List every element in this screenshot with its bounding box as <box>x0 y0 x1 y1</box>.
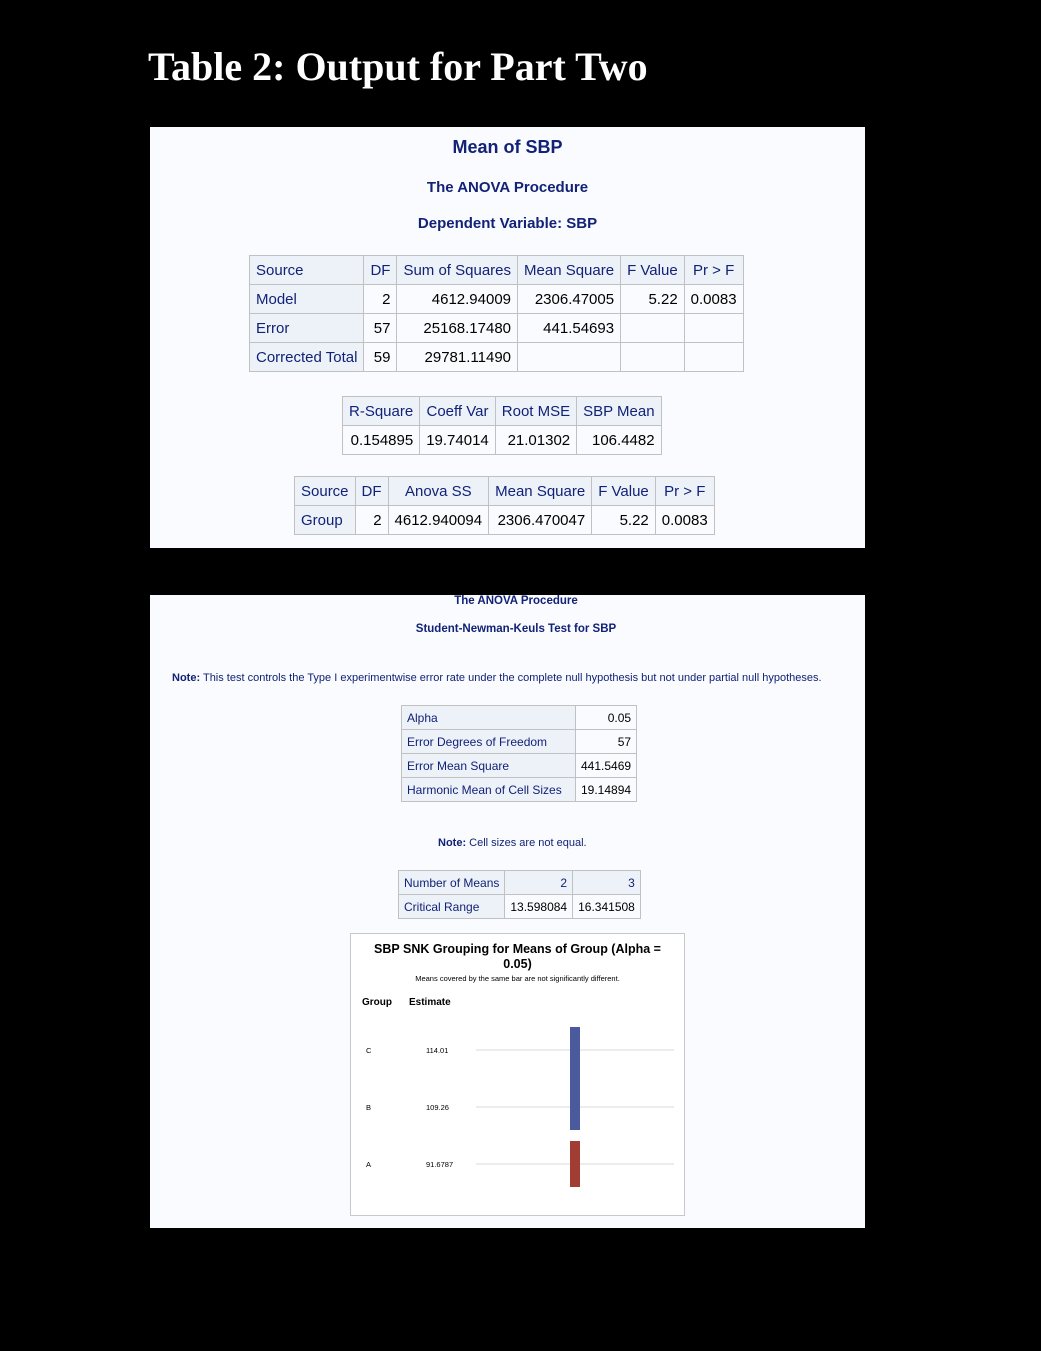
table-cell <box>684 314 743 343</box>
row-header: Error <box>250 314 364 343</box>
estimate-column-header: Estimate <box>409 997 451 1008</box>
column-header: F Value <box>621 256 685 285</box>
table-cell: 441.54693 <box>518 314 621 343</box>
column-header: R-Square <box>343 397 420 426</box>
note-label: Note: <box>438 837 467 849</box>
column-header: Sum of Squares <box>397 256 518 285</box>
estimate-label: 109.26 <box>426 1103 449 1112</box>
table-cell: 4612.94009 <box>397 285 518 314</box>
column-header: F Value <box>592 477 656 506</box>
anova-output-panel <box>150 127 865 548</box>
row-header: Critical Range <box>399 895 505 919</box>
table-row <box>250 343 744 372</box>
column-header: Source <box>250 256 364 285</box>
experimentwise-note <box>172 672 822 684</box>
table-cell: 16.341508 <box>573 895 641 919</box>
table-row <box>402 778 637 802</box>
output-title: Mean of SBP <box>452 137 563 157</box>
column-header: Coeff Var <box>420 397 496 426</box>
table-cell: 2306.47005 <box>518 285 621 314</box>
table-cell: 2 <box>364 285 397 314</box>
grouping-bar <box>570 1027 580 1130</box>
column-header: 3 <box>573 871 641 895</box>
table-cell: 5.22 <box>621 285 685 314</box>
table-cell <box>684 343 743 372</box>
table-cell: 2 <box>355 506 388 535</box>
group-label: B <box>366 1103 372 1112</box>
table-row <box>250 314 744 343</box>
table-cell: 2306.470047 <box>489 506 592 535</box>
column-header: Pr > F <box>655 477 714 506</box>
table-cell: 5.22 <box>592 506 656 535</box>
table-cell: 4612.940094 <box>388 506 489 535</box>
table-cell: 19.74014 <box>420 426 496 455</box>
row-header: Number of Means <box>399 871 505 895</box>
critical-range-table <box>398 870 641 919</box>
table-row <box>402 706 637 730</box>
table-header-row <box>399 871 641 895</box>
table-row <box>399 895 641 919</box>
row-header: Error Degrees of Freedom <box>402 730 576 754</box>
anova-table <box>249 255 744 372</box>
table-row <box>250 285 744 314</box>
cell-size-note <box>438 837 587 849</box>
table-cell: 0.0083 <box>655 506 714 535</box>
snk-parameters-table <box>401 705 637 802</box>
procedure-title: The ANOVA Procedure <box>426 179 589 196</box>
row-header: Alpha <box>402 706 576 730</box>
document-title: Table 2: Output for Part Two <box>148 44 648 89</box>
row-header: Model <box>250 285 364 314</box>
column-header: DF <box>364 256 397 285</box>
chart-title: SBP SNK Grouping for Means of Group (Alpha = 0.05) <box>374 942 661 971</box>
table-cell: 57 <box>364 314 397 343</box>
column-header: Anova SS <box>388 477 489 506</box>
table-row <box>402 754 637 778</box>
dependent-variable-label: Dependent Variable: SBP <box>417 215 598 232</box>
table-cell: 441.5469 <box>576 754 637 778</box>
test-title: Student-Newman-Keuls Test for SBP <box>415 623 617 635</box>
type-ss-table <box>294 476 715 535</box>
column-header: Mean Square <box>489 477 592 506</box>
table-row <box>295 506 715 535</box>
table-cell: 0.05 <box>576 706 637 730</box>
table-cell: 0.0083 <box>684 285 743 314</box>
fit-statistics-table <box>342 396 662 455</box>
chart-subtitle: Means covered by the same bar are not significantly different. <box>415 974 620 983</box>
snk-grouping-chart <box>350 933 685 1216</box>
column-header: Pr > F <box>684 256 743 285</box>
column-header: Root MSE <box>495 397 576 426</box>
table-row <box>402 730 637 754</box>
table-cell: 106.4482 <box>577 426 661 455</box>
table-cell: 25168.17480 <box>397 314 518 343</box>
note-text: This test controls the Type I experimentwise error rate under the complete null hypothesis but not under partial null hypotheses. <box>202 672 822 684</box>
column-header: DF <box>355 477 388 506</box>
table-cell: 29781.11490 <box>397 343 518 372</box>
row-header: Error Mean Square <box>402 754 576 778</box>
group-column-header: Group <box>362 997 392 1008</box>
table-cell: 59 <box>364 343 397 372</box>
table-cell <box>518 343 621 372</box>
table-header-row <box>250 256 744 285</box>
group-label: A <box>366 1160 372 1169</box>
table-header-row <box>343 397 662 426</box>
table-cell: 21.01302 <box>495 426 576 455</box>
table-cell: 13.598084 <box>505 895 573 919</box>
row-header: Group <box>295 506 356 535</box>
note-text: Cell sizes are not equal. <box>469 837 587 849</box>
table-cell: 0.154895 <box>343 426 420 455</box>
table-cell <box>621 343 685 372</box>
column-header: Mean Square <box>518 256 621 285</box>
procedure-title: The ANOVA Procedure <box>454 595 578 607</box>
table-cell <box>621 314 685 343</box>
group-label: C <box>366 1046 372 1055</box>
table-cell: 19.14894 <box>576 778 637 802</box>
estimate-label: 91.6787 <box>426 1160 454 1169</box>
grouping-bar <box>570 1141 580 1187</box>
row-header: Harmonic Mean of Cell Sizes <box>402 778 576 802</box>
column-header: Source <box>295 477 356 506</box>
snk-output-panel <box>150 595 865 1228</box>
estimate-label: 114.01 <box>426 1046 449 1055</box>
table-cell: 57 <box>576 730 637 754</box>
column-header: 2 <box>505 871 573 895</box>
note-label: Note: <box>172 672 201 684</box>
grouping-plot <box>351 934 684 1215</box>
column-header: SBP Mean <box>577 397 661 426</box>
table-row <box>343 426 662 455</box>
table-header-row <box>295 477 715 506</box>
row-header: Corrected Total <box>250 343 364 372</box>
